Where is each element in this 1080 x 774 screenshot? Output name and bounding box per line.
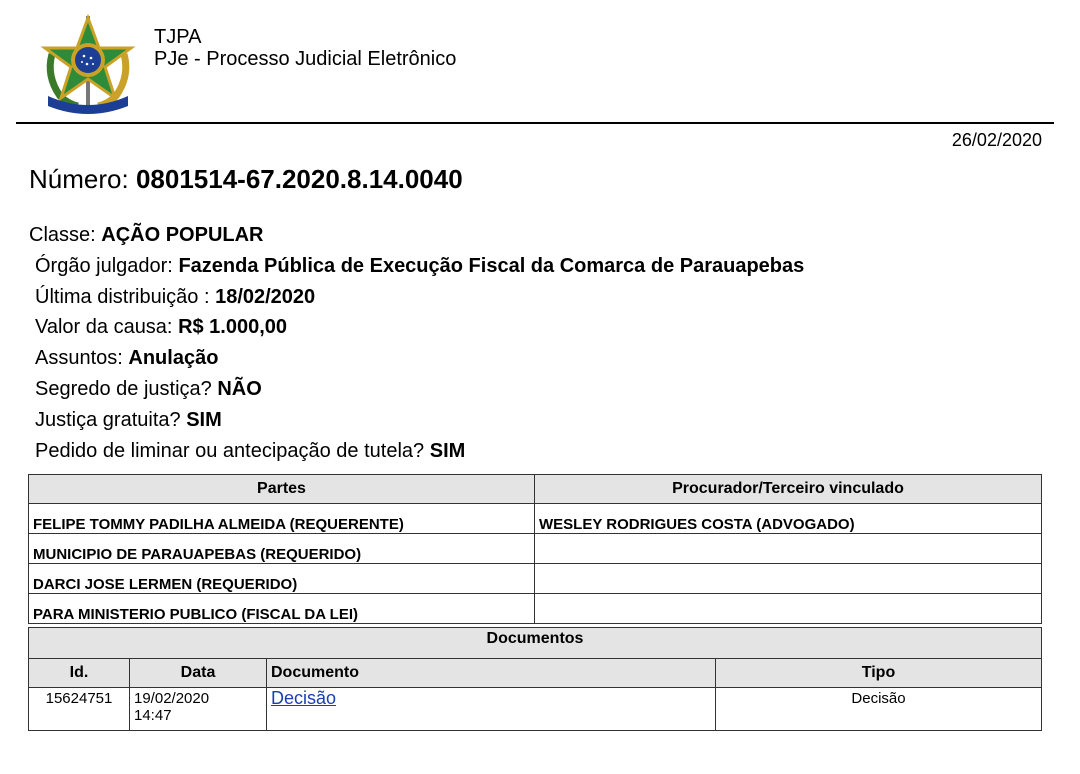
document-header bbox=[0, 0, 1080, 124]
field-value: R$ 1.000,00 bbox=[178, 316, 288, 339]
process-number bbox=[29, 164, 463, 195]
field-label: Última distribuição : bbox=[35, 285, 210, 308]
field-label: Valor da causa: bbox=[35, 316, 173, 339]
field-liminar bbox=[29, 436, 804, 467]
table-row bbox=[29, 688, 1042, 731]
parties-header: Partes bbox=[29, 475, 535, 504]
documents-title-row bbox=[29, 628, 1042, 659]
process-number-value: 0801514-67.2020.8.14.0040 bbox=[135, 164, 463, 194]
procurador-name bbox=[535, 534, 1042, 564]
field-value: SIM bbox=[186, 408, 222, 431]
doc-date: 19/02/2020 bbox=[134, 690, 210, 707]
procurador-header: Procurador/Terceiro vinculado bbox=[535, 475, 1042, 504]
parties-table bbox=[28, 474, 1042, 624]
documents-table bbox=[28, 627, 1042, 731]
party-name: MUNICIPIO DE PARAUAPEBAS (REQUERIDO) bbox=[29, 534, 535, 564]
field-value: Fazenda Pública de Execução Fiscal da Comarca de Parauapebas bbox=[178, 254, 805, 277]
process-info bbox=[29, 220, 804, 466]
process-number-label: Número: bbox=[29, 164, 129, 194]
table-row bbox=[29, 594, 1042, 624]
field-value: NÃO bbox=[217, 377, 262, 400]
table-row bbox=[29, 564, 1042, 594]
col-documento-header: Documento bbox=[267, 659, 716, 688]
table-row bbox=[29, 534, 1042, 564]
field-label: Pedido de liminar ou antecipação de tutela? bbox=[35, 439, 425, 462]
field-label: Justiça gratuita? bbox=[35, 408, 181, 431]
field-valor bbox=[29, 312, 804, 343]
documents-title: Documentos bbox=[29, 628, 1042, 659]
field-value: Anulação bbox=[128, 347, 219, 370]
field-value: SIM bbox=[429, 439, 466, 462]
field-label: Classe: bbox=[29, 224, 96, 246]
field-classe bbox=[29, 220, 804, 251]
document-date: 26/02/2020 bbox=[951, 130, 1042, 150]
col-id-header: Id. bbox=[29, 659, 130, 688]
doc-type: Decisão bbox=[716, 688, 1042, 731]
brazil-coat-of-arms-icon bbox=[38, 14, 138, 118]
field-segredo bbox=[29, 374, 804, 405]
procurador-name bbox=[535, 564, 1042, 594]
procurador-name bbox=[535, 594, 1042, 624]
parties-header-row bbox=[29, 475, 1042, 504]
col-tipo-header: Tipo bbox=[716, 659, 1042, 688]
doc-name-cell bbox=[267, 688, 716, 731]
org-name: TJPA bbox=[154, 26, 202, 48]
header-divider bbox=[16, 122, 1054, 124]
header-text bbox=[154, 26, 456, 70]
field-label: Órgão julgador: bbox=[35, 254, 173, 277]
field-value: 18/02/2020 bbox=[215, 285, 316, 308]
field-gratuita bbox=[29, 405, 804, 436]
doc-id: 15624751 bbox=[29, 688, 130, 731]
field-orgao bbox=[29, 251, 804, 282]
field-label: Assuntos: bbox=[35, 347, 123, 370]
doc-link[interactable]: Decisão bbox=[271, 688, 337, 708]
doc-time: 14:47 bbox=[134, 707, 172, 724]
col-data-header: Data bbox=[130, 659, 267, 688]
party-name: DARCI JOSE LERMEN (REQUERIDO) bbox=[29, 564, 535, 594]
party-name: FELIPE TOMMY PADILHA ALMEIDA (REQUERENTE) bbox=[29, 504, 535, 534]
doc-date-cell bbox=[130, 688, 267, 731]
field-distribuicao bbox=[29, 282, 804, 313]
field-assuntos bbox=[29, 343, 804, 374]
field-value: AÇÃO POPULAR bbox=[101, 224, 264, 246]
system-name: PJe - Processo Judicial Eletrônico bbox=[154, 48, 457, 70]
field-label: Segredo de justiça? bbox=[35, 377, 212, 400]
table-row bbox=[29, 504, 1042, 534]
documents-header-row bbox=[29, 659, 1042, 688]
procurador-name: WESLEY RODRIGUES COSTA (ADVOGADO) bbox=[535, 504, 1042, 534]
party-name: PARA MINISTERIO PUBLICO (FISCAL DA LEI) bbox=[29, 594, 535, 624]
